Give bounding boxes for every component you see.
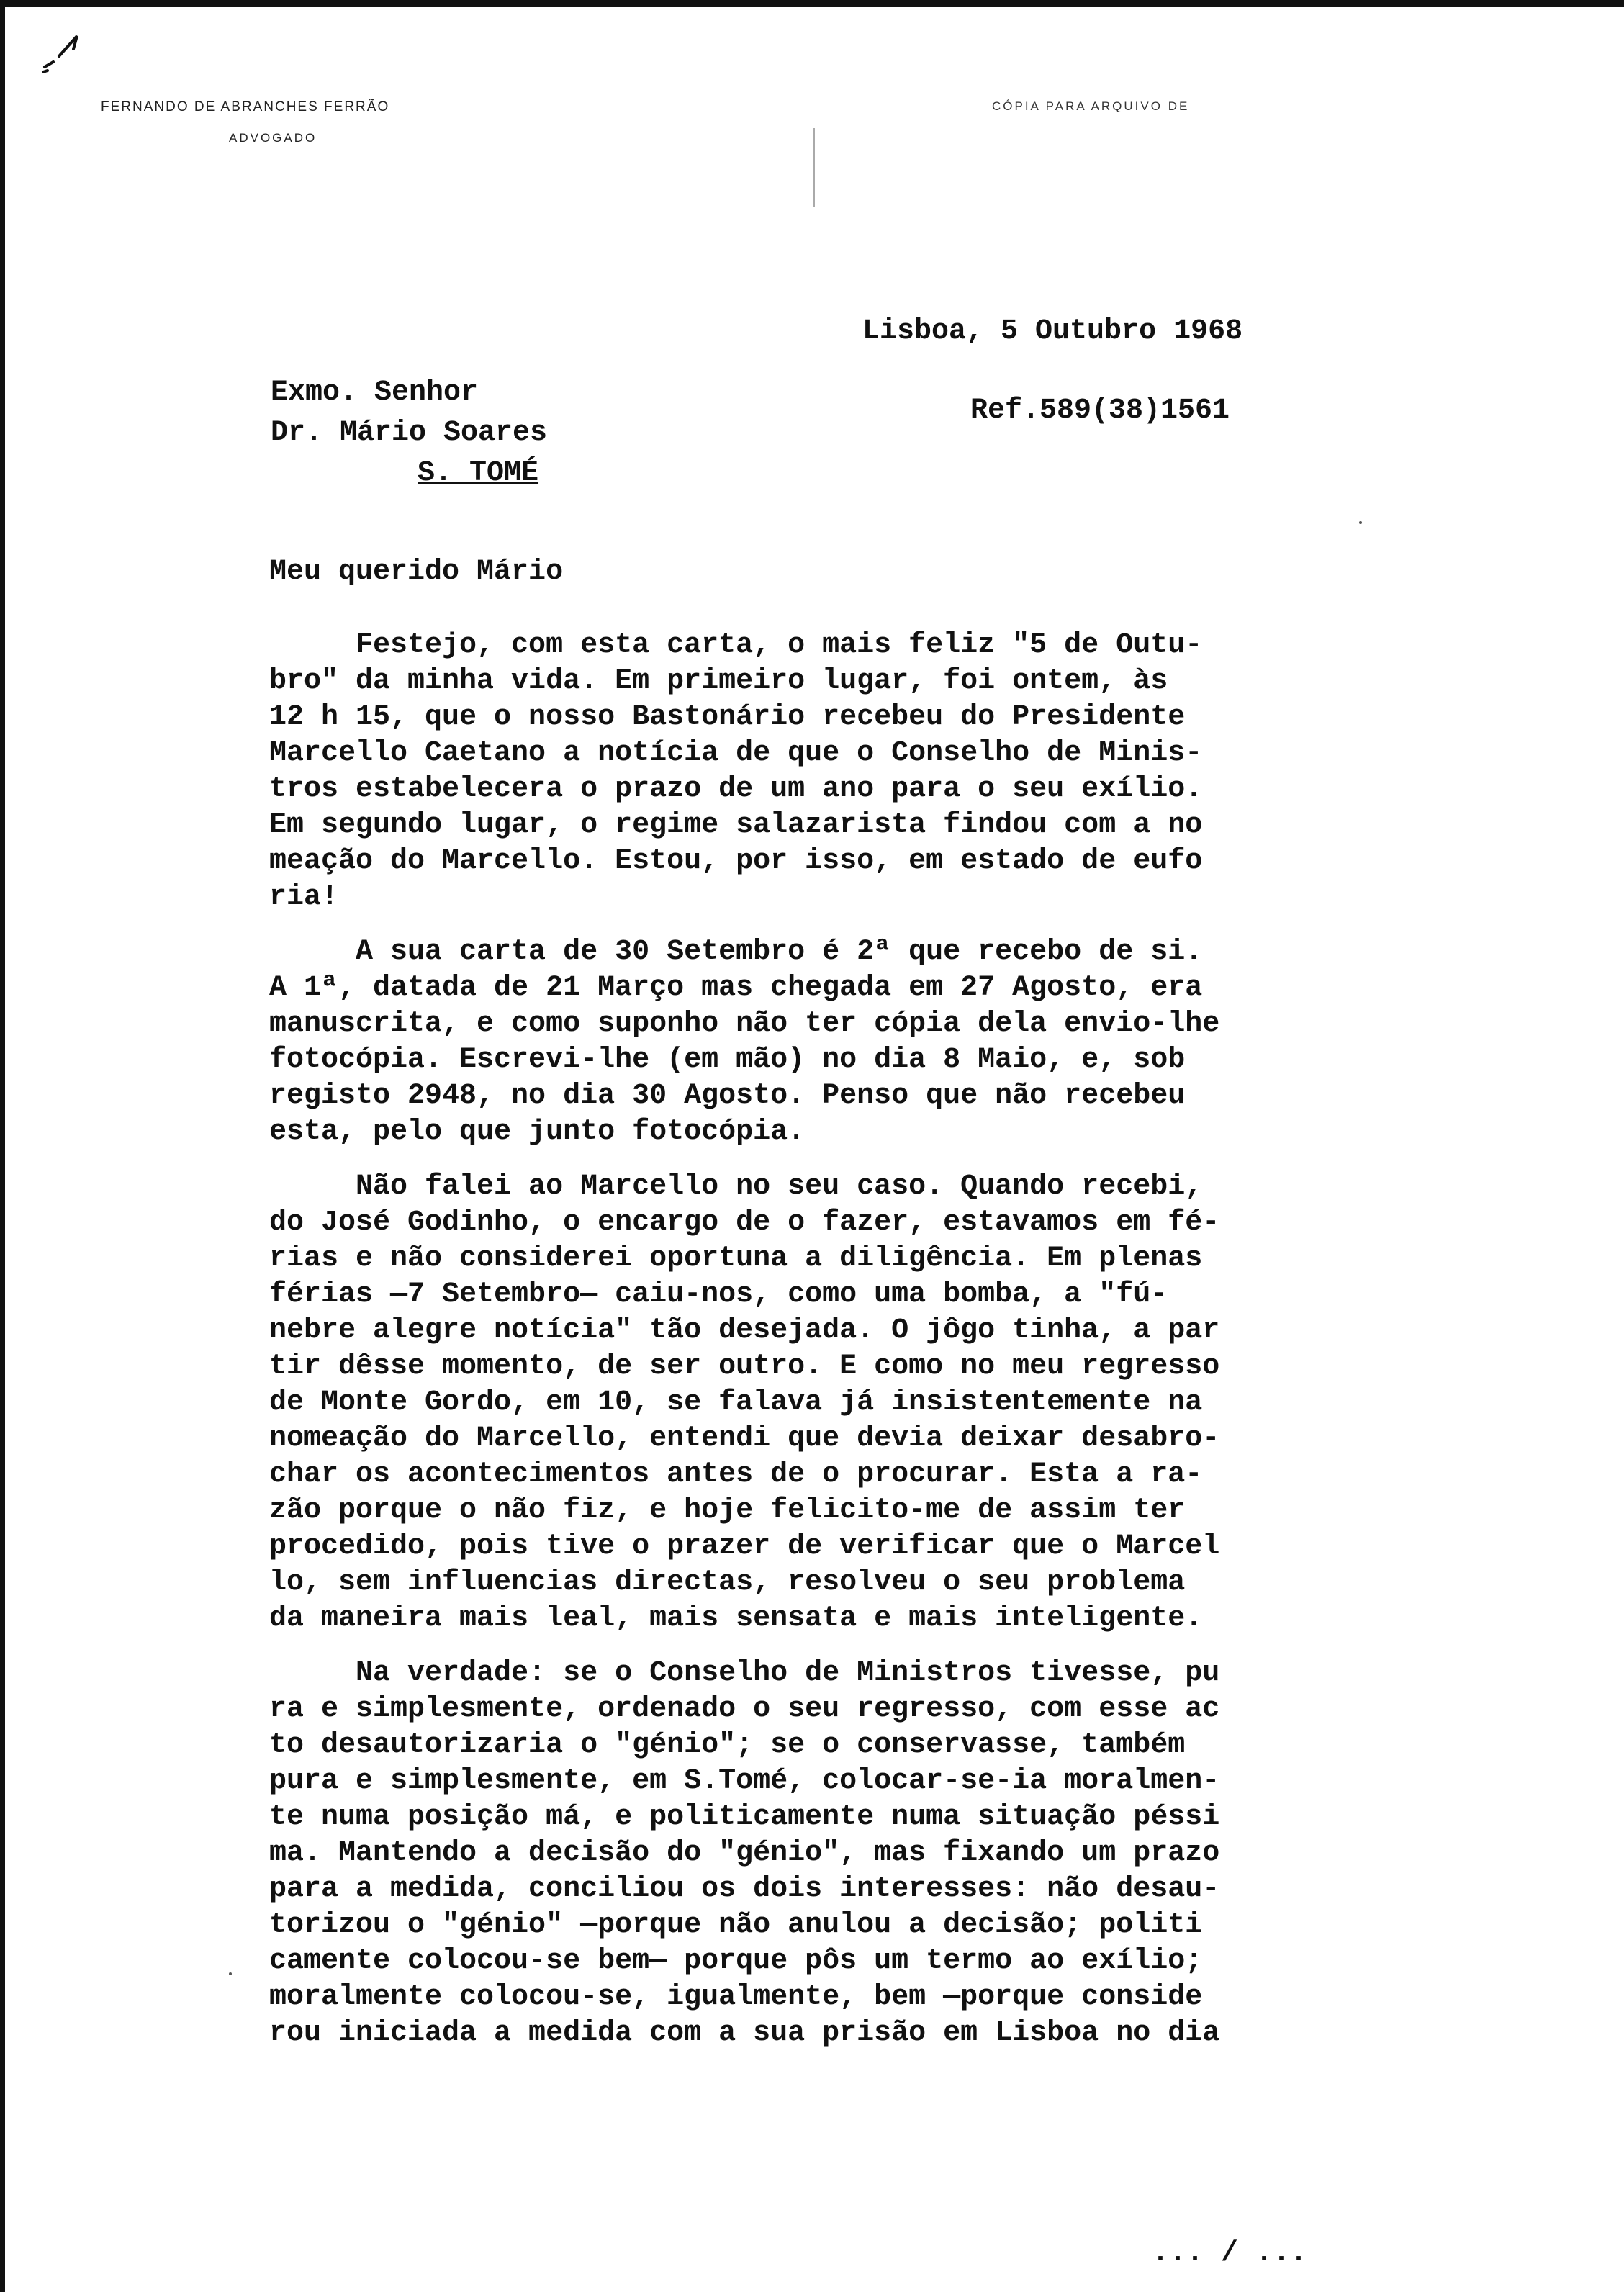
- paragraph-line: Não falei ao Marcello no seu caso. Quando recebi,: [269, 1170, 1203, 1203]
- paragraph-line: da maneira mais leal, mais sensata e mais inteligente.: [269, 1602, 1203, 1635]
- paragraph-line: A sua carta de 30 Setembro é 2ª que recebo de si.: [269, 936, 1203, 968]
- paragraph-line: férias —7 Setembro— caiu-nos, como uma bomba, a "fú-: [269, 1278, 1168, 1311]
- paragraph-line: Festejo, com esta carta, o mais feliz "5 de Outu-: [269, 629, 1203, 662]
- paragraph-line: nebre alegre notícia" tão desejada. O jôgo tinha, a par: [269, 1314, 1220, 1347]
- paragraph-line: de Monte Gordo, em 10, se falava já insistentemente na: [269, 1386, 1203, 1419]
- paragraph-line: A 1ª, datada de 21 Março mas chegada em 27 Agosto, era: [269, 972, 1203, 1004]
- paragraph-line: meação do Marcello. Estou, por isso, em estado de eufo: [269, 845, 1203, 877]
- letterhead-divider: [813, 128, 815, 207]
- paragraph-line: ra e simplesmente, ordenado o seu regresso, com esse ac: [269, 1693, 1220, 1725]
- continuation-mark: ... / ...: [1152, 2237, 1308, 2270]
- paragraph-line: registo 2948, no dia 30 Agosto. Penso que não recebeu: [269, 1080, 1186, 1112]
- paragraph-line: manuscrita, e como suponho não ter cópia dela envio-lhe: [269, 1008, 1220, 1040]
- scan-edge-top: [0, 0, 1624, 7]
- paragraph: [269, 628, 1493, 916]
- scan-speck: [1359, 521, 1362, 524]
- paragraph-line: char os acontecimentos antes de o procurar. Esta a ra-: [269, 1458, 1203, 1491]
- paragraph-line: bro" da minha vida. Em primeiro lugar, foi ontem, às: [269, 665, 1168, 698]
- paragraph-line: Em segundo lugar, o regime salazarista findou com a no: [269, 809, 1203, 842]
- reference-number: Ref.589(38)1561: [970, 394, 1230, 427]
- paragraph-line: do José Godinho, o encargo de o fazer, estavamos em fé-: [269, 1206, 1220, 1239]
- paragraph-line: camente colocou-se bem— porque pôs um termo ao exílio;: [269, 1945, 1203, 1977]
- paragraph: [269, 934, 1493, 1150]
- letterhead-profession: ADVOGADO: [229, 131, 317, 145]
- paragraph-line: nomeação do Marcello, entendi que devia deixar desabro-: [269, 1422, 1220, 1455]
- paragraph-line: procedido, pois tive o prazer de verificar que o Marcel: [269, 1530, 1220, 1563]
- paragraph-line: Na verdade: se o Conselho de Ministros tivesse, pu: [269, 1657, 1220, 1689]
- scan-edge-left: [0, 0, 5, 2292]
- date-line: Lisboa, 5 Outubro 1968: [862, 315, 1243, 348]
- recipient-line-1: Exmo. Senhor: [271, 376, 479, 409]
- paragraph-line: pura e simplesmente, em S.Tomé, colocar-se-ia moralmen-: [269, 1765, 1220, 1797]
- paragraph-line: esta, pelo que junto fotocópia.: [269, 1116, 806, 1148]
- paragraph-line: tros estabelecera o prazo de um ano para o seu exílio.: [269, 773, 1203, 806]
- paragraph: [269, 1656, 1493, 2052]
- paragraph-line: zão porque o não fiz, e hoje felicito-me de assim ter: [269, 1494, 1186, 1527]
- paragraph-line: Marcello Caetano a notícia de que o Conselho de Minis-: [269, 737, 1203, 770]
- scan-speck: [229, 1972, 232, 1975]
- letterhead-name: FERNANDO DE ABRANCHES FERRÃO: [101, 99, 390, 114]
- paragraph-line: 12 h 15, que o nosso Bastonário recebeu do Presidente: [269, 701, 1186, 734]
- paragraph-line: torizou o "génio" —porque não anulou a decisão; politi: [269, 1909, 1203, 1941]
- paragraph-line: rou iniciada a medida com a sua prisão em Lisboa no dia: [269, 2017, 1220, 2049]
- paragraph-line: lo, sem influencias directas, resolveu o seu problema: [269, 1566, 1186, 1599]
- letterhead-copy-note: CÓPIA PARA ARQUIVO DE: [992, 99, 1190, 113]
- salutation: Meu querido Mário: [269, 556, 564, 588]
- paragraph-line: fotocópia. Escrevi-lhe (em mão) no dia 8 Maio, e, sob: [269, 1044, 1186, 1076]
- paragraph: [269, 1169, 1493, 1637]
- paragraph-line: ma. Mantendo a decisão do "génio", mas fixando um prazo: [269, 1837, 1220, 1869]
- paragraph-line: ria!: [269, 881, 339, 913]
- recipient-block: [271, 373, 547, 494]
- pen-mark-icon: [37, 27, 95, 78]
- recipient-place: S. TOMÉ: [418, 457, 539, 489]
- paragraph-line: tir dêsse momento, de ser outro. E como no meu regresso: [269, 1350, 1220, 1383]
- recipient-line-2: Dr. Mário Soares: [271, 417, 548, 449]
- paragraph-line: te numa posição má, e politicamente numa situação péssi: [269, 1801, 1220, 1833]
- paragraph-line: to desautorizaria o "génio"; se o conservasse, também: [269, 1729, 1186, 1761]
- paragraph-line: para a medida, conciliou os dois interesses: não desau-: [269, 1873, 1220, 1905]
- letter-body: [269, 628, 1493, 2070]
- paragraph-line: moralmente colocou-se, igualmente, bem —porque conside: [269, 1981, 1203, 2013]
- paragraph-line: rias e não considerei oportuna a diligência. Em plenas: [269, 1242, 1203, 1275]
